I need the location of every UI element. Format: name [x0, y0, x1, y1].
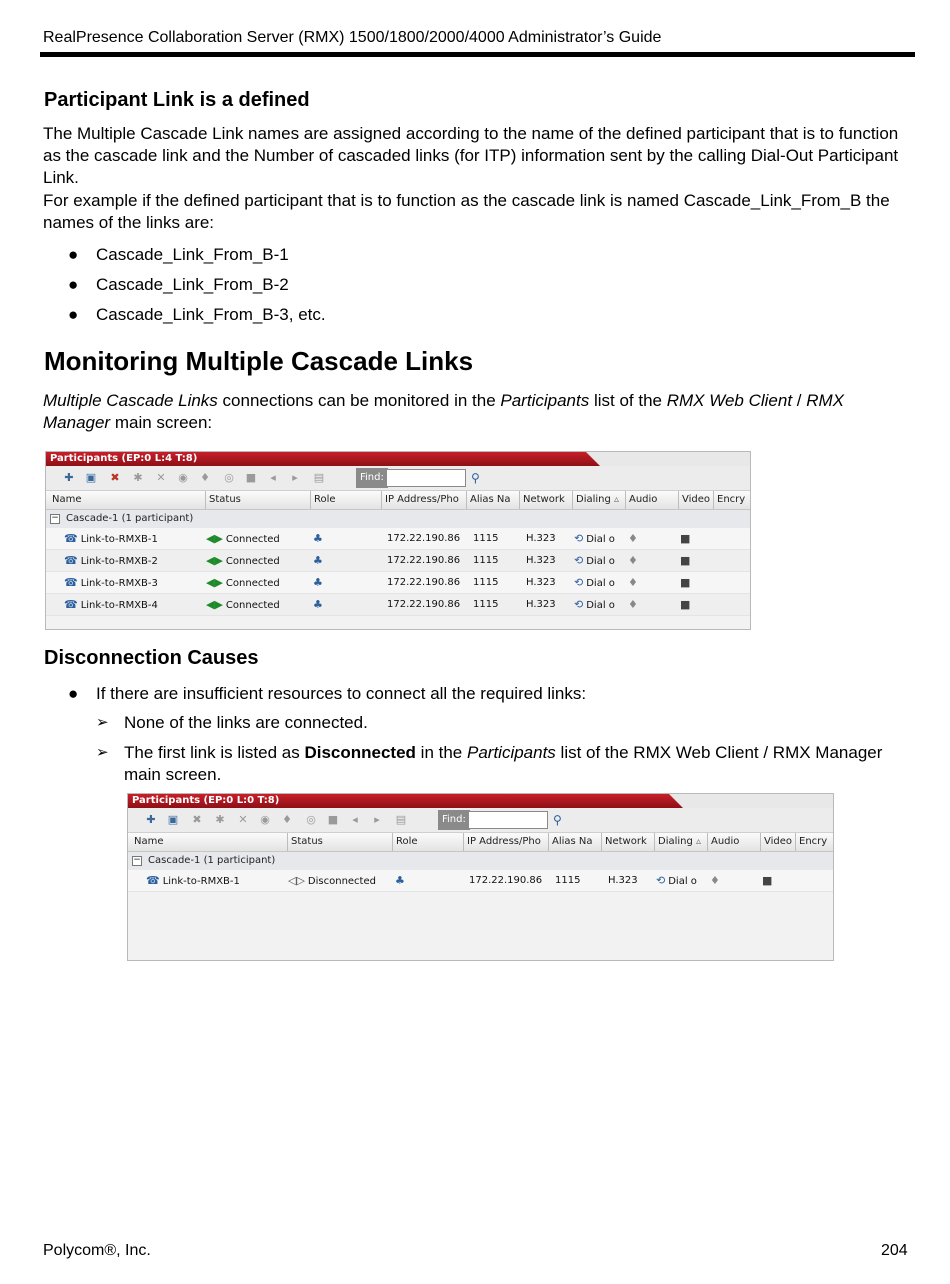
running-header: RealPresence Collaboration Server (RMX) 1500/1800/2000/4000 Administrator’s Guide	[43, 29, 662, 46]
participant-icon: ☎	[64, 576, 78, 589]
video-camera-icon: ■	[680, 554, 691, 567]
bullet-item: ● Cascade_Link_From_B-1	[68, 245, 289, 264]
col-ip-address[interactable]: IP Address/Pho	[382, 491, 467, 509]
disconnect-icon[interactable]: ✱	[133, 471, 143, 484]
participant-dialing: Dial o	[586, 578, 615, 589]
table-header	[46, 491, 750, 510]
panel-toolbar	[128, 808, 833, 833]
participant-name: Link-to-RMXB-1	[80, 534, 158, 545]
col-name[interactable]: Name	[49, 491, 206, 509]
microphone-icon[interactable]: ♦	[282, 813, 292, 826]
add-from-addressbook-icon[interactable]: ▣	[167, 813, 179, 826]
participant-dialing: Dial o	[586, 534, 615, 545]
video-icon[interactable]: ■	[245, 471, 257, 484]
connected-status-icon: ◀▶	[206, 532, 223, 545]
sub-bullet-item: ➢ The first link is listed as Disconnected in the Participants list of the RMX Web Client / RMX Manager main screen.	[96, 743, 883, 784]
page-number: 204	[881, 1242, 908, 1259]
participant-network: H.323	[608, 875, 638, 886]
col-dialing[interactable]: Dialing ▵	[655, 833, 708, 851]
cascade-role-icon: ♣	[313, 554, 323, 567]
add-participant-icon[interactable]: ✚	[64, 471, 74, 484]
section-heading-participant-link: Participant Link is a defined	[44, 89, 310, 111]
video-camera-icon: ■	[680, 598, 691, 611]
audio-microphone-icon: ♦	[628, 598, 638, 611]
delete-participant-icon[interactable]: ✖	[110, 471, 120, 484]
properties-icon[interactable]: ▤	[313, 471, 325, 484]
col-ip-address[interactable]: IP Address/Pho	[464, 833, 549, 851]
mute-icon[interactable]: ◉	[178, 471, 188, 484]
participant-list	[128, 870, 833, 892]
video-camera-icon: ■	[680, 576, 691, 589]
col-network[interactable]: Network	[602, 833, 655, 851]
col-network[interactable]: Network	[520, 491, 573, 509]
participant-ip: 172.22.190.86	[387, 533, 461, 544]
audio-block-icon[interactable]: ◎	[224, 471, 234, 484]
participant-ip: 172.22.190.86	[469, 875, 543, 886]
col-video[interactable]: Video	[679, 491, 714, 509]
participant-ip: 172.22.190.86	[387, 577, 461, 588]
col-status[interactable]: Status	[206, 491, 311, 509]
col-status[interactable]: Status	[288, 833, 393, 851]
col-audio[interactable]: Audio	[708, 833, 761, 851]
participant-status: Connected	[225, 534, 280, 545]
col-dialing[interactable]: Dialing ▵	[573, 491, 626, 509]
col-role[interactable]: Role	[311, 491, 382, 509]
participant-alias: 1115	[473, 577, 499, 588]
bullet-item: ● If there are insufficient resources to connect all the required links:	[68, 684, 587, 703]
participant-icon: ☎	[64, 554, 78, 567]
participant-row[interactable]	[46, 528, 750, 550]
connected-status-icon: ◀▶	[206, 576, 223, 589]
col-video[interactable]: Video	[761, 833, 796, 851]
search-icon[interactable]: ⚲	[553, 813, 562, 827]
dial-out-icon: ⟲	[656, 874, 666, 887]
participant-name: Link-to-RMXB-1	[162, 876, 240, 887]
col-encryption[interactable]: Encry	[717, 494, 746, 505]
properties-icon[interactable]: ▤	[395, 813, 407, 826]
sort-ascending-icon: ▵	[614, 494, 620, 505]
audio-microphone-icon: ♦	[628, 576, 638, 589]
connect-icon[interactable]: ✕	[156, 471, 166, 484]
participant-name: Link-to-RMXB-4	[80, 600, 158, 611]
participant-list	[46, 528, 750, 616]
bullet-item: ● Cascade_Link_From_B-3, etc.	[68, 305, 326, 324]
audio-microphone-icon: ♦	[628, 554, 638, 567]
participant-status: Connected	[225, 578, 280, 589]
find-input[interactable]	[468, 811, 548, 829]
participant-name: Link-to-RMXB-2	[80, 556, 158, 567]
col-role[interactable]: Role	[393, 833, 464, 851]
participant-network: H.323	[526, 533, 556, 544]
sub-bullet-item: ➢ None of the links are connected.	[96, 713, 368, 732]
col-name[interactable]: Name	[131, 833, 288, 851]
find-input[interactable]	[386, 469, 466, 487]
disconnected-status-icon: ◁▷	[288, 874, 305, 887]
participant-network: H.323	[526, 599, 556, 610]
participant-alias: 1115	[473, 599, 499, 610]
cascade-role-icon: ♣	[313, 598, 323, 611]
collapse-icon[interactable]: −	[133, 855, 141, 865]
paragraph-example: For example if the defined participant that is to function as the cascade link is named Cascade_Link_From_B the names of the links are:	[43, 191, 890, 232]
add-from-addressbook-icon[interactable]: ▣	[85, 471, 97, 484]
col-audio[interactable]: Audio	[626, 491, 679, 509]
find-label: Find:	[356, 468, 388, 488]
participant-ip: 172.22.190.86	[387, 555, 461, 566]
add-participant-icon[interactable]: ✚	[146, 813, 156, 826]
video-camera-icon: ■	[680, 532, 691, 545]
disconnect-icon[interactable]: ✱	[215, 813, 225, 826]
sort-ascending-icon: ▵	[696, 836, 702, 847]
participants-panel-disconnected	[127, 793, 834, 961]
connect-icon[interactable]: ✕	[238, 813, 248, 826]
participants-panel-connected	[45, 451, 751, 630]
mute-icon[interactable]: ◉	[260, 813, 270, 826]
dial-out-icon: ⟲	[574, 576, 584, 589]
speaker-icon[interactable]: ◂	[352, 813, 358, 826]
panel-toolbar	[46, 466, 750, 491]
connected-status-icon: ◀▶	[206, 554, 223, 567]
header-rule	[40, 52, 915, 57]
audio-block-icon[interactable]: ◎	[306, 813, 316, 826]
table-header	[128, 833, 833, 852]
participant-icon: ☎	[64, 598, 78, 611]
participant-ip: 172.22.190.86	[387, 599, 461, 610]
video-icon[interactable]: ■	[327, 813, 339, 826]
microphone-icon[interactable]: ♦	[200, 471, 210, 484]
delete-participant-icon[interactable]: ✖	[192, 813, 202, 826]
speaker-icon[interactable]: ◂	[270, 471, 276, 484]
footer-company: Polycom®, Inc.	[43, 1242, 151, 1259]
col-alias[interactable]: Alias Na	[467, 491, 520, 509]
search-icon[interactable]: ⚲	[471, 471, 480, 485]
participant-network: H.323	[526, 555, 556, 566]
section-heading-disconnection: Disconnection Causes	[44, 647, 259, 669]
group-row-cascade[interactable]: − Cascade-1 (1 participant)	[46, 510, 750, 528]
dial-out-icon: ⟲	[574, 532, 584, 545]
participant-network: H.323	[526, 577, 556, 588]
participant-row[interactable]	[46, 572, 750, 594]
col-alias[interactable]: Alias Na	[549, 833, 602, 851]
dial-out-icon: ⟲	[574, 554, 584, 567]
participant-alias: 1115	[555, 875, 581, 886]
connected-status-icon: ◀▶	[206, 598, 223, 611]
participant-dialing: Dial o	[586, 556, 615, 567]
participant-icon: ☎	[146, 874, 160, 887]
audio-microphone-icon: ♦	[710, 874, 720, 887]
participant-row[interactable]	[46, 550, 750, 572]
volume-icon[interactable]: ▸	[374, 813, 380, 826]
panel-title-bar: Participants (EP:0 L:0 T:8)	[128, 794, 833, 808]
participant-alias: 1115	[473, 533, 499, 544]
bullet-item: ● Cascade_Link_From_B-2	[68, 275, 289, 294]
dial-out-icon: ⟲	[574, 598, 584, 611]
participant-alias: 1115	[473, 555, 499, 566]
participant-dialing: Dial o	[586, 600, 615, 611]
cascade-role-icon: ♣	[313, 576, 323, 589]
cascade-role-icon: ♣	[313, 532, 323, 545]
participant-status: Disconnected	[307, 876, 376, 887]
participant-name: Link-to-RMXB-3	[80, 578, 158, 589]
group-row-cascade[interactable]: − Cascade-1 (1 participant)	[128, 852, 833, 870]
collapse-icon[interactable]: −	[51, 513, 59, 523]
col-encryption[interactable]: Encry	[799, 836, 828, 847]
paragraph-link-names: The Multiple Cascade Link names are assigned according to the name of the defined participant that is to function as the cascade link and the Number of cascaded links (for ITP) information sent by the calling Dial-Out Participant Link.	[43, 124, 899, 187]
video-camera-icon: ■	[762, 874, 773, 887]
participant-row[interactable]	[46, 594, 750, 616]
volume-icon[interactable]: ▸	[292, 471, 298, 484]
cascade-role-icon: ♣	[395, 874, 405, 887]
participant-status: Connected	[225, 556, 280, 567]
panel-title-bar: Participants (EP:0 L:4 T:8)	[46, 452, 750, 466]
paragraph-monitoring-intro: Multiple Cascade Links connections can be monitored in the Participants list of the RMX Web Client / RMX Manager main screen:	[43, 391, 844, 432]
participant-icon: ☎	[64, 532, 78, 545]
section-heading-monitoring: Monitoring Multiple Cascade Links	[44, 346, 474, 376]
participant-dialing: Dial o	[668, 876, 697, 887]
find-label: Find:	[438, 810, 470, 830]
participant-row[interactable]	[128, 870, 833, 892]
audio-microphone-icon: ♦	[628, 532, 638, 545]
participant-status: Connected	[225, 600, 280, 611]
